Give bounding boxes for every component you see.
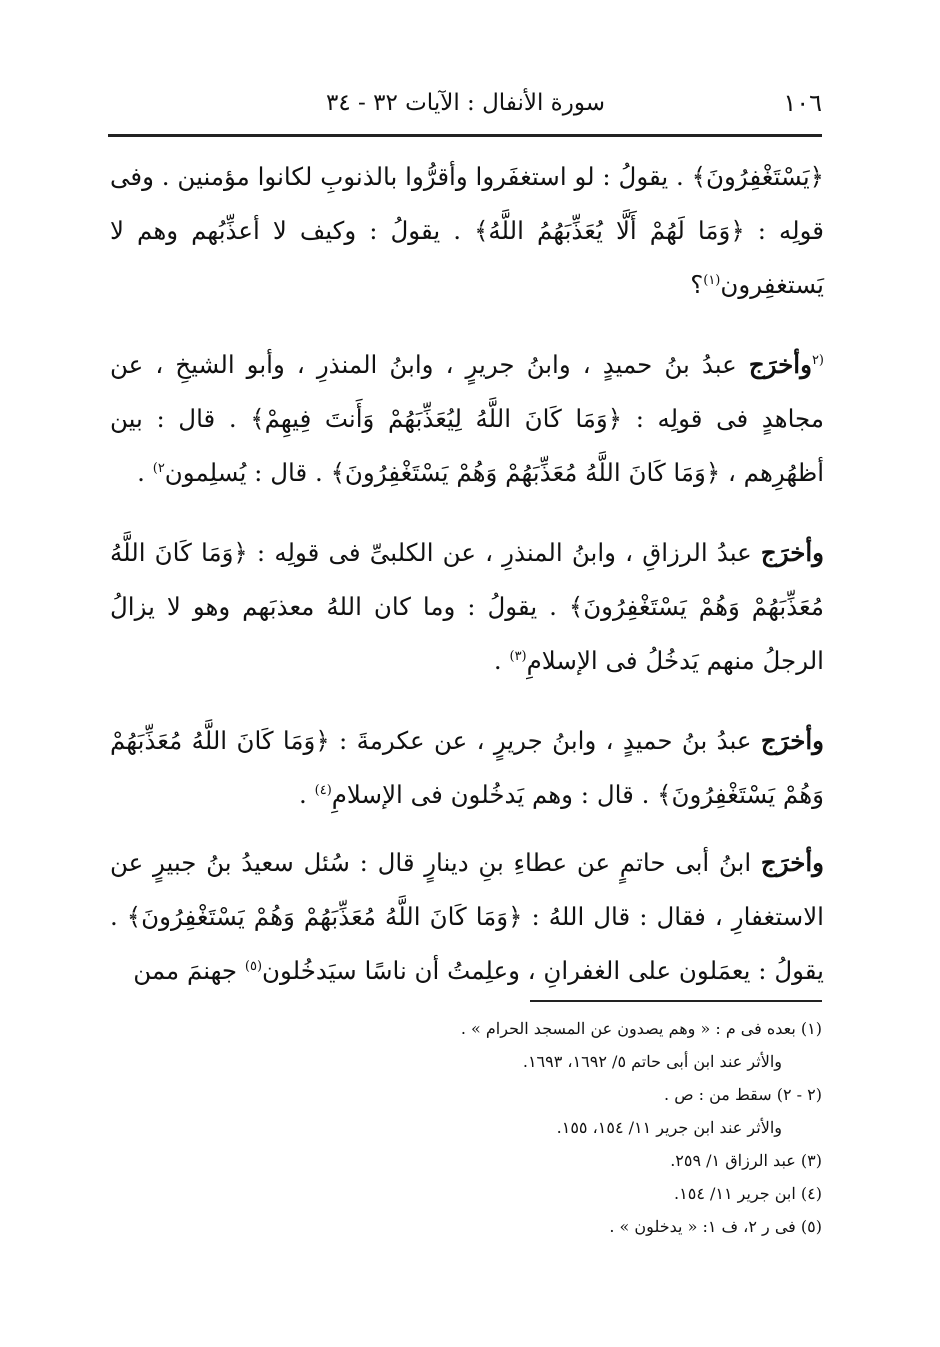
paragraph-text: .	[137, 458, 153, 487]
paragraph-text: عبدُ بنُ حميدٍ ، وابنُ جريرٍ ، وابنُ المنذرِ ، وأبو الشيخِ ، عن مجاهدٍ فى قولِه : ﴿وَمَا كَانَ اللَّهُ لِيُعَذِّبَهُمْ وَأَنتَ فِيهِمْ﴾ . قال : بين أظهُرِهم ، ﴿وَمَا كَانَ اللَّهُ مُعَذِّبَهُمْ وَهُمْ يَسْتَغْفِرُونَ﴾ . قال : يُسلِمون	[110, 350, 824, 487]
paragraph-text: عبدُ الرزاقِ ، وابنُ المنذرِ ، عن الكلبىِّ فى قولِه : ﴿وَمَا كَانَ اللَّهُ مُعَذِّبَهُمْ وَهُمْ يَسْتَغْفِرُونَ﴾ . يقولُ : وما كان اللهُ معذبَهم وهو لا يزالُ الرجلُ منهم يَدخُلُ فى الإسلامِ	[110, 538, 824, 675]
paragraph-3	[110, 526, 824, 688]
paragraph-text: عبدُ بنُ حميدٍ ، وابنُ جريرٍ ، عن عكرمةَ : ﴿وَمَا كَانَ اللَّهُ مُعَذِّبَهُمْ وَهُمْ يَسْتَغْفِرُونَ﴾ . قال : وهم يَدخُلون فى الإسلامِ	[110, 726, 824, 809]
main-text	[110, 150, 824, 998]
paragraph-text: ابنُ أبى حاتمٍ عن عطاءِ بنِ دينارٍ قال : سُئل سعيدُ بنُ جبيرٍ عن الاستغفارِ ، فقال : قال اللهُ : ﴿وَمَا كَانَ اللَّهُ مُعَذِّبَهُمْ وَهُمْ يَسْتَغْفِرُونَ﴾ . يقولُ : يعمَلون على الغفرانِ ، وعلِمتُ أن ناسًا سيَدخُلون	[110, 848, 824, 985]
footnote-ref: (٣)	[509, 648, 527, 664]
paragraph-text: جهنمَ ممن	[133, 956, 245, 985]
page-number: ١٠٦	[783, 89, 822, 117]
footnote-ref: (٢	[811, 352, 824, 368]
footnote-2: (٢ - ٢) سقط من : ص .	[664, 1085, 822, 1104]
footnote-rule	[530, 1000, 822, 1002]
paragraph-text: .	[299, 780, 315, 809]
footnote-4: (٤) ابن جرير ١١/ ١٥٤.	[674, 1184, 822, 1203]
paragraph-lead: وأخرَج	[760, 538, 824, 567]
footnote-ref: (٤)	[314, 782, 332, 798]
footnote-ref: ٢)	[152, 460, 165, 476]
paragraph-1	[110, 150, 824, 312]
paragraph-lead: وأخرَج	[760, 848, 824, 877]
footnote-3: (٣) عبد الرزاق ١/ ٢٥٩.	[670, 1151, 822, 1170]
footnote-5: (٥) فى ر ٢، ف ١: « يدخلون » .	[609, 1217, 822, 1236]
footnote-ref: (٥)	[244, 958, 263, 974]
footnote-1-source: والأثر عند ابن أبى حاتم ٥/ ١٦٩٢، ١٦٩٣.	[522, 1052, 782, 1071]
paragraph-5	[110, 836, 824, 998]
paragraph-text: ؟	[690, 270, 704, 299]
paragraph-2	[110, 338, 824, 500]
paragraph-4	[110, 714, 824, 822]
running-title: سورة الأنفال : الآيات ٣٢ - ٣٤	[326, 90, 605, 116]
footnotes	[300, 1012, 822, 1243]
footnote-2-source: والأثر عند ابن جرير ١١/ ١٥٤، ١٥٥.	[556, 1118, 782, 1137]
header-rule	[108, 134, 822, 137]
paragraph-lead: وأخرَج	[760, 726, 824, 755]
paragraph-lead: وأخرَج	[748, 350, 812, 379]
footnote-1: (١) بعده فى م : « وهم يصدون عن المسجد الحرام » .	[460, 1019, 822, 1038]
footnote-ref: (١)	[703, 272, 721, 288]
paragraph-text: .	[493, 646, 510, 675]
paragraph-text: ﴿يَسْتَغْفِرُونَ﴾ . يقولُ : لو استغفَروا وأقرُّوا بالذنوبِ لكانوا مؤمنين . وفى قولِه : ﴿وَمَا لَهُمْ أَلَّا يُعَذِّبَهُمُ اللَّهُ﴾ . يقولُ : وكيف لا أعذِّبُهم وهم لا يَستغفِرون	[110, 162, 824, 299]
page-header	[108, 78, 822, 128]
